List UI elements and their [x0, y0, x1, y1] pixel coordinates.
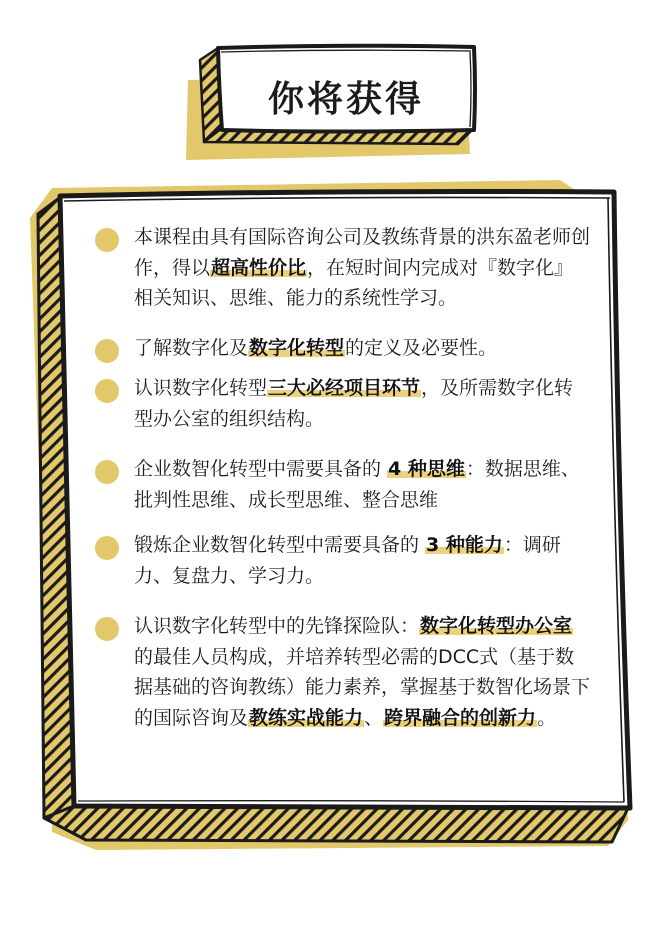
item-text: ，在短时间内完成对『数字化』相关知识、思维、能力的系统性学习。: [134, 256, 574, 309]
item-text: 、: [364, 706, 384, 729]
list-item: [92, 530, 592, 591]
item-highlight: 数字化转型办公室: [420, 615, 573, 637]
item-highlight: 4 种思维: [388, 458, 465, 480]
item-text: 。: [537, 706, 557, 729]
list-item: [92, 611, 592, 733]
bullet-dot: [95, 460, 119, 484]
item-text: 认识数字化转型: [134, 377, 268, 399]
item-text: 的最佳人员构成，并培养转型必需的DCC式（基于数据基础的咨询教练）能力素养，掌握基于数智化场景下的国际咨询及: [134, 645, 591, 729]
bullet-dot: [95, 228, 119, 252]
item-text: 企业数智化转型中需要具备的: [134, 458, 388, 480]
item-text: 的定义及必要性。: [345, 337, 498, 359]
list-item: [92, 454, 592, 515]
item-text: ：调研力、复盘力、学习力。: [134, 534, 561, 587]
item-text: 认识数字化转型中的先锋探险队：: [134, 615, 420, 637]
benefits-list: [92, 222, 592, 733]
bullet-dot: [95, 617, 119, 641]
bullet-dot: [95, 379, 119, 403]
bullet-dot: [95, 536, 119, 560]
item-highlight: 教练实战能力: [249, 706, 364, 729]
item-highlight: 数字化转型: [249, 337, 345, 359]
item-text: ：数据思维、批判性思维、成长型思维、整合思维: [134, 458, 580, 511]
item-highlight: 超高性价比: [211, 256, 307, 279]
bullet-dot: [95, 339, 119, 363]
item-highlight: 三大必经项目环节: [268, 377, 421, 399]
item-highlight: 3 种能力: [426, 534, 503, 556]
item-text: 本课程由具有国际咨询公司及教练背景的洪东盈老师创作，得以: [134, 226, 591, 279]
list-item: [92, 222, 592, 314]
item-text: 了解数字化及: [134, 337, 249, 359]
item-text: 锻炼企业数智化转型中需要具备的: [134, 534, 426, 556]
list-item: [92, 373, 592, 434]
page-title: 你将获得: [267, 78, 424, 120]
item-text: ，及所需数字化转型办公室的组织结构。: [134, 377, 574, 430]
list-item: [92, 333, 592, 373]
item-highlight: 跨界融合的创新力: [384, 706, 537, 729]
